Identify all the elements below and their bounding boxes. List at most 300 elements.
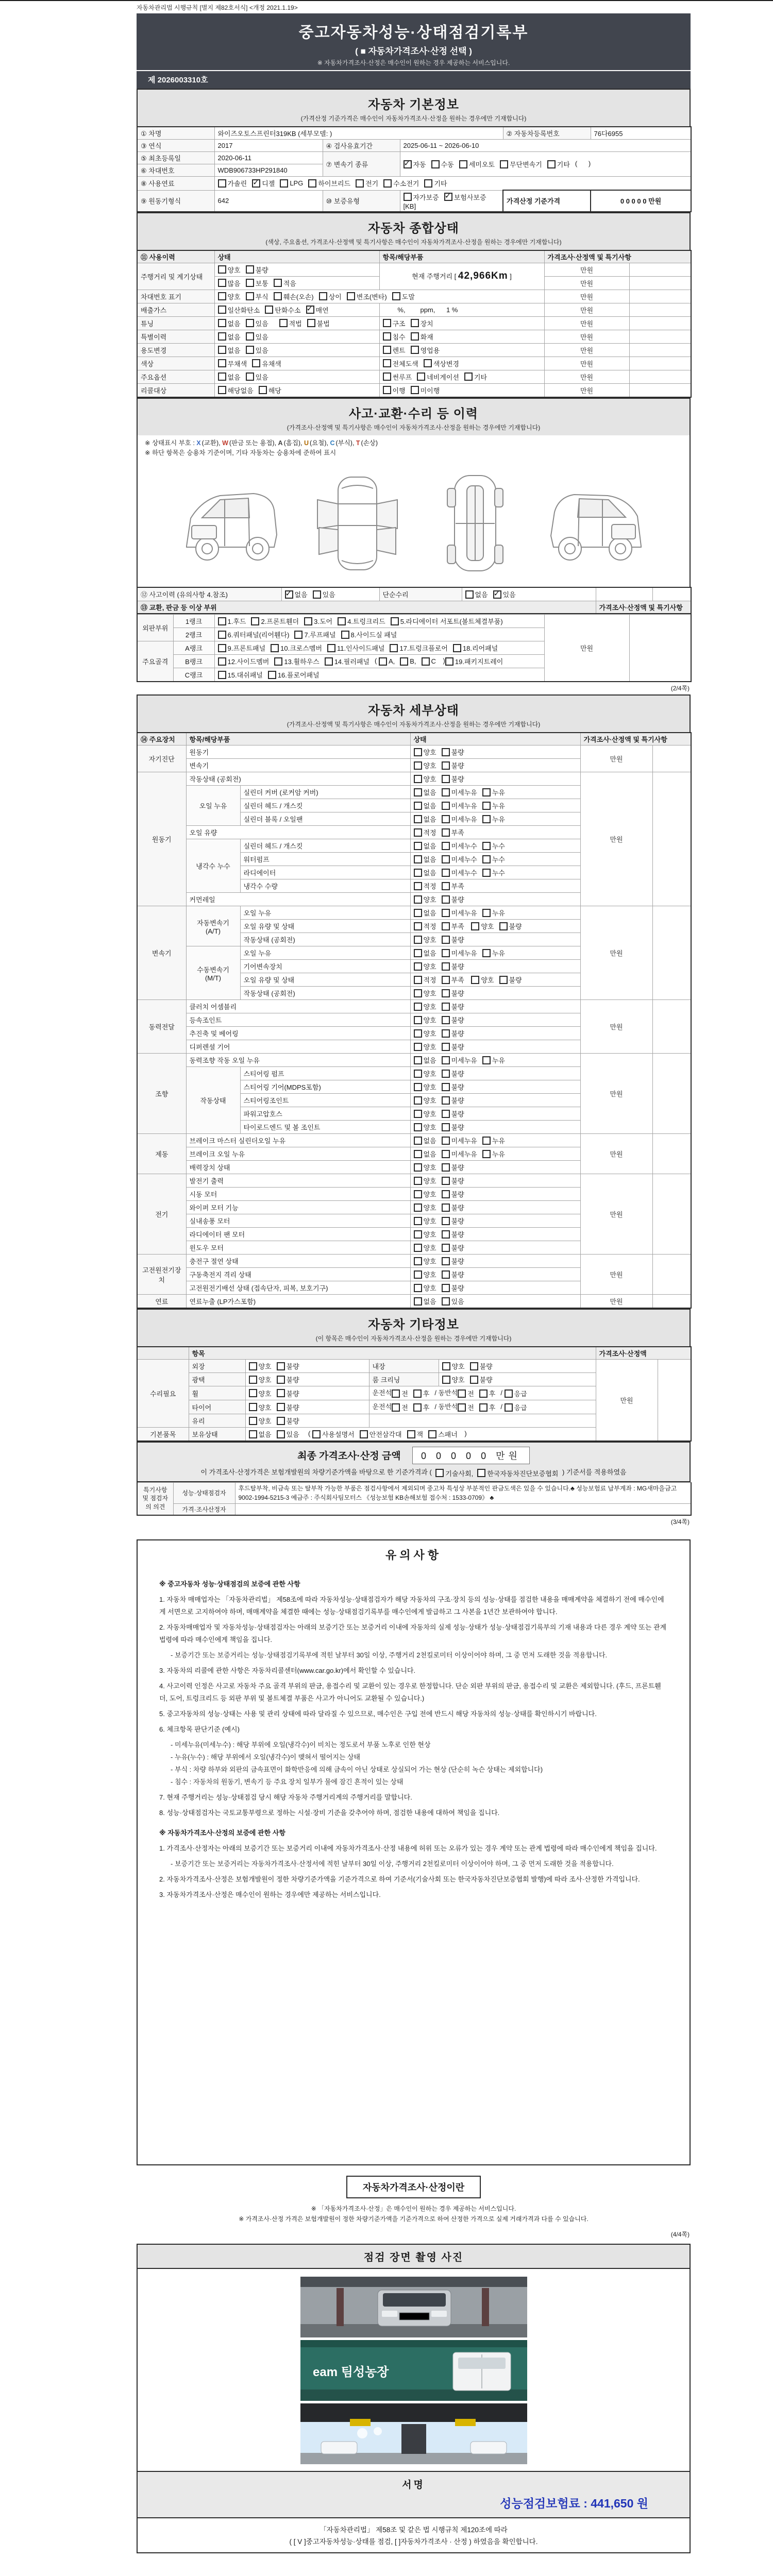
checkbox-box-icon[interactable] <box>218 631 226 639</box>
checkbox-box-icon[interactable] <box>313 590 321 599</box>
checkbox-box-icon[interactable] <box>442 1362 450 1370</box>
checkbox-있음[interactable] <box>313 589 335 599</box>
checkbox-box-icon[interactable] <box>294 631 303 639</box>
checkbox-box-icon[interactable] <box>482 909 491 917</box>
checkbox-box-icon[interactable] <box>414 1217 422 1225</box>
checkbox-box-icon[interactable] <box>414 1123 422 1131</box>
checkbox-적정[interactable] <box>414 827 436 837</box>
checkbox-box-icon[interactable] <box>249 1389 257 1397</box>
checkbox-box-icon[interactable] <box>414 1244 422 1252</box>
checkbox-box-icon[interactable] <box>442 989 450 997</box>
checkbox-box-icon[interactable] <box>414 802 422 810</box>
checkbox-양호[interactable] <box>442 1361 465 1371</box>
checkbox-영업용[interactable] <box>411 345 440 355</box>
checkbox-box-icon[interactable] <box>285 590 293 599</box>
checkbox-box-icon[interactable] <box>414 842 422 850</box>
checkbox-box-icon[interactable] <box>442 815 450 823</box>
checkbox-누유[interactable] <box>482 948 505 958</box>
checkbox-없음[interactable] <box>218 332 241 342</box>
checkbox-box-icon[interactable] <box>249 1417 257 1425</box>
checkbox-box-icon[interactable] <box>424 179 432 188</box>
checkbox-장치[interactable] <box>411 318 433 328</box>
checkbox-양호[interactable] <box>414 1256 436 1266</box>
checkbox-box-icon[interactable] <box>442 922 450 930</box>
checkbox-양호[interactable] <box>249 1375 272 1384</box>
checkbox-box-icon[interactable] <box>442 1257 450 1265</box>
checkbox-box-icon[interactable] <box>392 1403 400 1412</box>
checkbox-불량[interactable] <box>499 921 522 931</box>
checkbox-box-icon[interactable] <box>442 882 450 890</box>
checkbox-box-icon[interactable] <box>411 319 419 327</box>
checkbox-box-icon[interactable] <box>442 869 450 877</box>
checkbox-box-icon[interactable] <box>500 160 508 168</box>
checkbox-box-icon[interactable] <box>218 265 226 274</box>
checkbox-매연[interactable] <box>306 305 329 315</box>
checkbox-미세누유[interactable] <box>442 948 477 958</box>
checkbox-box-icon[interactable] <box>341 631 349 639</box>
checkbox-box-icon[interactable] <box>442 1110 450 1118</box>
checkbox-있음[interactable] <box>493 589 516 599</box>
checkbox-box-icon[interactable] <box>259 386 267 394</box>
checkbox-box-icon[interactable] <box>442 1083 450 1091</box>
checkbox-있음[interactable] <box>442 1296 464 1306</box>
checkbox-box-icon[interactable] <box>414 1230 422 1239</box>
checkbox-양호[interactable] <box>414 1162 436 1172</box>
checkbox-응급[interactable] <box>505 1388 527 1398</box>
checkbox-box-icon[interactable] <box>414 761 422 770</box>
checkbox-양호[interactable] <box>414 747 436 757</box>
checkbox-불량[interactable] <box>442 1202 464 1212</box>
checkbox-box-icon[interactable] <box>431 160 440 168</box>
checkbox-box-icon[interactable] <box>218 332 226 341</box>
checkbox-box-icon[interactable] <box>482 788 491 796</box>
checkbox-후[interactable] <box>479 1388 496 1398</box>
checkbox-불량[interactable] <box>442 1229 464 1239</box>
checkbox-box-icon[interactable] <box>414 1297 422 1306</box>
checkbox-box-icon[interactable] <box>338 617 346 625</box>
checkbox-없음[interactable] <box>218 318 241 328</box>
checkbox-box-icon[interactable] <box>505 1389 513 1398</box>
checkbox-box-icon[interactable] <box>414 1043 422 1051</box>
checkbox-box-icon[interactable] <box>413 1403 422 1412</box>
checkbox-box-icon[interactable] <box>465 590 474 599</box>
checkbox-양호[interactable] <box>414 1229 436 1239</box>
checkbox-box-icon[interactable] <box>458 1403 466 1412</box>
checkbox-적정[interactable] <box>414 881 436 891</box>
checkbox-box-icon[interactable] <box>218 179 226 188</box>
checkbox-수동[interactable] <box>431 159 454 169</box>
checkbox-box-icon[interactable] <box>414 828 422 837</box>
checkbox-양호[interactable] <box>414 1176 436 1185</box>
checkbox-box-icon[interactable] <box>414 1190 422 1198</box>
checkbox-box-icon[interactable] <box>435 1469 444 1477</box>
checkbox-후[interactable] <box>413 1402 430 1412</box>
checkbox-box-icon[interactable] <box>218 644 226 652</box>
checkbox-불량[interactable] <box>442 747 464 757</box>
checkbox-양호[interactable] <box>249 1402 272 1412</box>
checkbox-불량[interactable] <box>442 1082 464 1092</box>
checkbox-불량[interactable] <box>442 988 464 998</box>
checkbox-후[interactable] <box>479 1402 496 1412</box>
checkbox-box-icon[interactable] <box>356 179 364 188</box>
checkbox-box-icon[interactable] <box>280 179 288 188</box>
checkbox-box-icon[interactable] <box>442 1190 450 1198</box>
checkbox-미세누유[interactable] <box>442 908 477 918</box>
checkbox-누유[interactable] <box>482 1055 505 1065</box>
checkbox-box-icon[interactable] <box>249 1376 257 1384</box>
checkbox-box-icon[interactable] <box>414 1096 422 1105</box>
checkbox-box-icon[interactable] <box>442 1177 450 1185</box>
checkbox-box-icon[interactable] <box>268 671 276 679</box>
checkbox-없음[interactable] <box>249 1429 272 1439</box>
checkbox-box-icon[interactable] <box>479 1389 488 1398</box>
checkbox-box-icon[interactable] <box>246 279 254 287</box>
checkbox-불량[interactable] <box>499 975 522 985</box>
checkbox-없음[interactable] <box>218 345 241 355</box>
checkbox-양호[interactable] <box>471 975 494 985</box>
checkbox-box-icon[interactable] <box>218 657 226 666</box>
checkbox-box-icon[interactable] <box>400 657 408 666</box>
checkbox-box-icon[interactable] <box>392 1389 400 1398</box>
checkbox-안전삼각대[interactable] <box>360 1429 402 1439</box>
checkbox-누유[interactable] <box>482 787 505 797</box>
checkbox-box-icon[interactable] <box>246 319 254 327</box>
checkbox-box-icon[interactable] <box>252 179 260 188</box>
checkbox-box-icon[interactable] <box>383 359 391 367</box>
checkbox-15.대쉬패널[interactable] <box>218 670 263 680</box>
checkbox-box-icon[interactable] <box>246 265 254 274</box>
checkbox-12.사이드멤버[interactable] <box>218 656 270 666</box>
checkbox-LPG[interactable] <box>280 179 303 188</box>
checkbox-불량[interactable] <box>442 1109 464 1118</box>
checkbox-box-icon[interactable] <box>414 1257 422 1265</box>
checkbox-box-icon[interactable] <box>383 372 391 381</box>
checkbox-box-icon[interactable] <box>277 1362 285 1370</box>
checkbox-양호[interactable] <box>414 1269 436 1279</box>
checkbox-없음[interactable] <box>414 1296 436 1306</box>
checkbox-스패너[interactable] <box>428 1429 458 1439</box>
checkbox-하이브리드[interactable] <box>308 178 350 188</box>
checkbox-box-icon[interactable] <box>308 179 316 188</box>
checkbox-box-icon[interactable] <box>442 842 450 850</box>
checkbox-불량[interactable] <box>442 894 464 904</box>
checkbox-2.프론트휀더[interactable] <box>251 616 299 626</box>
checkbox-양호[interactable] <box>414 1189 436 1199</box>
checkbox-box-icon[interactable] <box>249 1430 257 1438</box>
checkbox-불량[interactable] <box>277 1388 299 1398</box>
checkbox-양호[interactable] <box>414 1216 436 1226</box>
checkbox-구조[interactable] <box>383 318 406 328</box>
checkbox-미세누유[interactable] <box>442 1136 477 1145</box>
checkbox-box-icon[interactable] <box>442 1297 450 1306</box>
checkbox-box-icon[interactable] <box>271 644 279 652</box>
checkbox-box-icon[interactable] <box>479 1403 488 1412</box>
checkbox-불법[interactable] <box>307 318 330 328</box>
checkbox-미세누수[interactable] <box>442 841 477 851</box>
checkbox-없음[interactable] <box>285 589 308 599</box>
checkbox-자동[interactable] <box>404 159 426 169</box>
checkbox-box-icon[interactable] <box>252 359 260 367</box>
checkbox-없음[interactable] <box>218 372 241 382</box>
checkbox-box-icon[interactable] <box>442 895 450 904</box>
checkbox-보통[interactable] <box>246 278 268 288</box>
checkbox-box-icon[interactable] <box>414 1083 422 1091</box>
checkbox-box-icon[interactable] <box>218 372 226 381</box>
checkbox-누유[interactable] <box>482 1136 505 1145</box>
checkbox-box-icon[interactable] <box>277 1417 285 1425</box>
checkbox-누유[interactable] <box>482 1149 505 1159</box>
checkbox-기술사회,[interactable] <box>435 1468 473 1478</box>
checkbox-box-icon[interactable] <box>442 788 450 796</box>
checkbox-box-icon[interactable] <box>404 193 412 201</box>
checkbox-양호[interactable] <box>414 1243 436 1252</box>
checkbox-있음[interactable] <box>246 332 268 342</box>
checkbox-box-icon[interactable] <box>274 292 282 300</box>
checkbox-box-icon[interactable] <box>414 1163 422 1172</box>
checkbox-침수[interactable] <box>383 332 406 342</box>
checkbox-box-icon[interactable] <box>249 1403 257 1411</box>
checkbox-box-icon[interactable] <box>304 617 312 625</box>
checkbox-box-icon[interactable] <box>453 644 461 652</box>
checkbox-전[interactable] <box>392 1402 408 1412</box>
checkbox-box-icon[interactable] <box>414 1284 422 1292</box>
checkbox-box-icon[interactable] <box>411 346 419 354</box>
checkbox-1.후드[interactable] <box>218 616 246 626</box>
checkbox-없음[interactable] <box>414 841 436 851</box>
checkbox-box-icon[interactable] <box>442 1123 450 1131</box>
checkbox-양호[interactable] <box>414 1095 436 1105</box>
checkbox-양호[interactable] <box>414 1015 436 1025</box>
checkbox-불량[interactable] <box>442 774 464 784</box>
checkbox-양호[interactable] <box>414 1002 436 1011</box>
checkbox-양호[interactable] <box>414 1082 436 1092</box>
checkbox-box-icon[interactable] <box>390 644 398 652</box>
checkbox-box-icon[interactable] <box>482 1056 491 1064</box>
checkbox-18.리어패널[interactable] <box>453 643 498 653</box>
checkbox-box-icon[interactable] <box>442 976 450 984</box>
checkbox-무단변속기[interactable] <box>500 159 542 169</box>
checkbox-있음[interactable] <box>246 372 268 382</box>
checkbox-box-icon[interactable] <box>383 332 391 341</box>
checkbox-box-icon[interactable] <box>411 386 419 394</box>
checkbox-적법[interactable] <box>279 318 302 328</box>
checkbox-box-icon[interactable] <box>414 962 422 971</box>
checkbox-box-icon[interactable] <box>312 1430 321 1438</box>
checkbox-A,[interactable] <box>379 657 395 666</box>
checkbox-불량[interactable] <box>442 1189 464 1199</box>
checkbox-box-icon[interactable] <box>277 1389 285 1397</box>
checkbox-양호[interactable] <box>414 894 436 904</box>
checkbox-양호[interactable] <box>414 1028 436 1038</box>
checkbox-무채색[interactable] <box>218 359 247 368</box>
checkbox-부족[interactable] <box>442 827 464 837</box>
checkbox-box-icon[interactable] <box>325 657 333 666</box>
checkbox-box-icon[interactable] <box>442 1217 450 1225</box>
checkbox-box-icon[interactable] <box>411 332 419 341</box>
checkbox-양호[interactable] <box>414 760 436 770</box>
checkbox-box-icon[interactable] <box>442 855 450 863</box>
checkbox-불량[interactable] <box>442 1122 464 1132</box>
checkbox-box-icon[interactable] <box>414 895 422 904</box>
checkbox-box-icon[interactable] <box>442 1163 450 1172</box>
checkbox-box-icon[interactable] <box>274 279 282 287</box>
checkbox-불량[interactable] <box>277 1402 299 1412</box>
checkbox-불량[interactable] <box>470 1375 493 1384</box>
checkbox-양호[interactable] <box>471 921 494 931</box>
checkbox-box-icon[interactable] <box>414 869 422 877</box>
checkbox-미세누유[interactable] <box>442 814 477 824</box>
checkbox-변조(변타)[interactable] <box>347 292 387 301</box>
checkbox-불량[interactable] <box>442 1015 464 1025</box>
checkbox-양호[interactable] <box>414 774 436 784</box>
checkbox-6.쿼터패널(리어휀다)[interactable] <box>218 630 290 639</box>
checkbox-box-icon[interactable] <box>404 160 412 168</box>
checkbox-탄화수소[interactable] <box>265 305 300 315</box>
checkbox-미세누유[interactable] <box>442 787 477 797</box>
checkbox-미세누유[interactable] <box>442 1055 477 1065</box>
checkbox-box-icon[interactable] <box>265 306 273 314</box>
checkbox-box-icon[interactable] <box>218 386 226 394</box>
checkbox-box-icon[interactable] <box>414 815 422 823</box>
checkbox-box-icon[interactable] <box>499 922 508 930</box>
checkbox-있음[interactable] <box>246 318 268 328</box>
checkbox-세미오토[interactable] <box>459 159 495 169</box>
checkbox-box-icon[interactable] <box>482 802 491 810</box>
checkbox-누수[interactable] <box>482 854 505 864</box>
checkbox-7.루프패널[interactable] <box>294 630 335 639</box>
checkbox-불량[interactable] <box>442 1095 464 1105</box>
checkbox-box-icon[interactable] <box>414 855 422 863</box>
checkbox-box-icon[interactable] <box>379 657 387 666</box>
checkbox-box-icon[interactable] <box>307 319 315 327</box>
checkbox-box-icon[interactable] <box>442 1204 450 1212</box>
checkbox-불량[interactable] <box>470 1361 493 1371</box>
checkbox-box-icon[interactable] <box>442 1150 450 1158</box>
checkbox-미세누유[interactable] <box>442 1149 477 1159</box>
checkbox-box-icon[interactable] <box>444 193 452 201</box>
checkbox-box-icon[interactable] <box>442 761 450 770</box>
checkbox-C[interactable] <box>422 657 436 666</box>
checkbox-있음[interactable] <box>246 345 268 355</box>
checkbox-box-icon[interactable] <box>482 842 491 850</box>
checkbox-B,[interactable] <box>400 657 416 666</box>
checkbox-양호[interactable] <box>218 292 241 301</box>
checkbox-없음[interactable] <box>414 908 436 918</box>
checkbox-기타[interactable] <box>547 159 570 169</box>
checkbox-box-icon[interactable] <box>442 1270 450 1279</box>
checkbox-불량[interactable] <box>277 1361 299 1371</box>
checkbox-box-icon[interactable] <box>482 949 491 957</box>
checkbox-기타[interactable] <box>464 372 487 382</box>
checkbox-불량[interactable] <box>442 1269 464 1279</box>
checkbox-box-icon[interactable] <box>471 922 479 930</box>
checkbox-box-icon[interactable] <box>470 1376 478 1384</box>
checkbox-양호[interactable] <box>414 1283 436 1293</box>
checkbox-box-icon[interactable] <box>424 359 432 367</box>
checkbox-전[interactable] <box>392 1388 408 1398</box>
checkbox-box-icon[interactable] <box>442 1137 450 1145</box>
checkbox-누유[interactable] <box>482 801 505 810</box>
checkbox-box-icon[interactable] <box>414 1056 422 1064</box>
checkbox-9.프론트패널[interactable] <box>218 643 266 653</box>
checkbox-box-icon[interactable] <box>442 909 450 917</box>
checkbox-부식[interactable] <box>246 292 268 301</box>
checkbox-box-icon[interactable] <box>470 1362 478 1370</box>
checkbox-box-icon[interactable] <box>482 1150 491 1158</box>
checkbox-14.필러패널[interactable] <box>325 656 369 666</box>
checkbox-box-icon[interactable] <box>246 346 254 354</box>
checkbox-box-icon[interactable] <box>274 657 282 666</box>
checkbox-불량[interactable] <box>442 760 464 770</box>
checkbox-box-icon[interactable] <box>442 1284 450 1292</box>
checkbox-box-icon[interactable] <box>422 657 430 666</box>
checkbox-3.도어[interactable] <box>304 616 332 626</box>
checkbox-box-icon[interactable] <box>414 922 422 930</box>
checkbox-box-icon[interactable] <box>442 949 450 957</box>
checkbox-잭[interactable] <box>407 1429 424 1439</box>
checkbox-양호[interactable] <box>249 1416 272 1426</box>
checkbox-box-icon[interactable] <box>246 332 254 341</box>
checkbox-box-icon[interactable] <box>442 1230 450 1239</box>
checkbox-box-icon[interactable] <box>414 909 422 917</box>
checkbox-16.플로어패널[interactable] <box>268 670 320 680</box>
checkbox-box-icon[interactable] <box>482 815 491 823</box>
checkbox-box-icon[interactable] <box>279 319 288 327</box>
checkbox-없음[interactable] <box>414 854 436 864</box>
checkbox-부족[interactable] <box>442 881 464 891</box>
checkbox-불량[interactable] <box>246 265 268 275</box>
checkbox-box-icon[interactable] <box>407 1430 415 1438</box>
checkbox-box-icon[interactable] <box>442 962 450 971</box>
checkbox-19.패키지트레이[interactable] <box>445 656 503 666</box>
checkbox-불량[interactable] <box>442 1042 464 1052</box>
checkbox-box-icon[interactable] <box>442 1096 450 1105</box>
checkbox-부족[interactable] <box>442 975 464 985</box>
checkbox-box-icon[interactable] <box>413 1389 422 1398</box>
checkbox-불량[interactable] <box>277 1416 299 1426</box>
checkbox-box-icon[interactable] <box>459 160 467 168</box>
checkbox-box-icon[interactable] <box>442 1043 450 1051</box>
checkbox-box-icon[interactable] <box>277 1430 285 1438</box>
checkbox-box-icon[interactable] <box>414 1110 422 1118</box>
checkbox-box-icon[interactable] <box>319 292 327 300</box>
checkbox-box-icon[interactable] <box>414 976 422 984</box>
checkbox-box-icon[interactable] <box>428 1430 436 1438</box>
checkbox-네비게이션[interactable] <box>417 372 459 382</box>
checkbox-box-icon[interactable] <box>414 936 422 944</box>
checkbox-썬루프[interactable] <box>383 372 412 382</box>
checkbox-전기[interactable] <box>356 178 378 188</box>
checkbox-불량[interactable] <box>442 1162 464 1172</box>
checkbox-자가보증[interactable] <box>404 192 439 202</box>
checkbox-box-icon[interactable] <box>414 989 422 997</box>
checkbox-box-icon[interactable] <box>493 590 501 599</box>
checkbox-box-icon[interactable] <box>360 1430 368 1438</box>
checkbox-box-icon[interactable] <box>442 828 450 837</box>
checkbox-양호[interactable] <box>249 1361 272 1371</box>
checkbox-box-icon[interactable] <box>246 292 254 300</box>
checkbox-디젤[interactable] <box>252 178 275 188</box>
checkbox-불량[interactable] <box>442 935 464 944</box>
checkbox-box-icon[interactable] <box>414 788 422 796</box>
checkbox-없음[interactable] <box>414 1136 436 1145</box>
checkbox-box-icon[interactable] <box>251 617 259 625</box>
checkbox-box-icon[interactable] <box>414 1270 422 1279</box>
checkbox-box-icon[interactable] <box>383 319 391 327</box>
checkbox-box-icon[interactable] <box>391 617 399 625</box>
checkbox-화재[interactable] <box>411 332 433 342</box>
checkbox-색상변경[interactable] <box>424 359 459 368</box>
